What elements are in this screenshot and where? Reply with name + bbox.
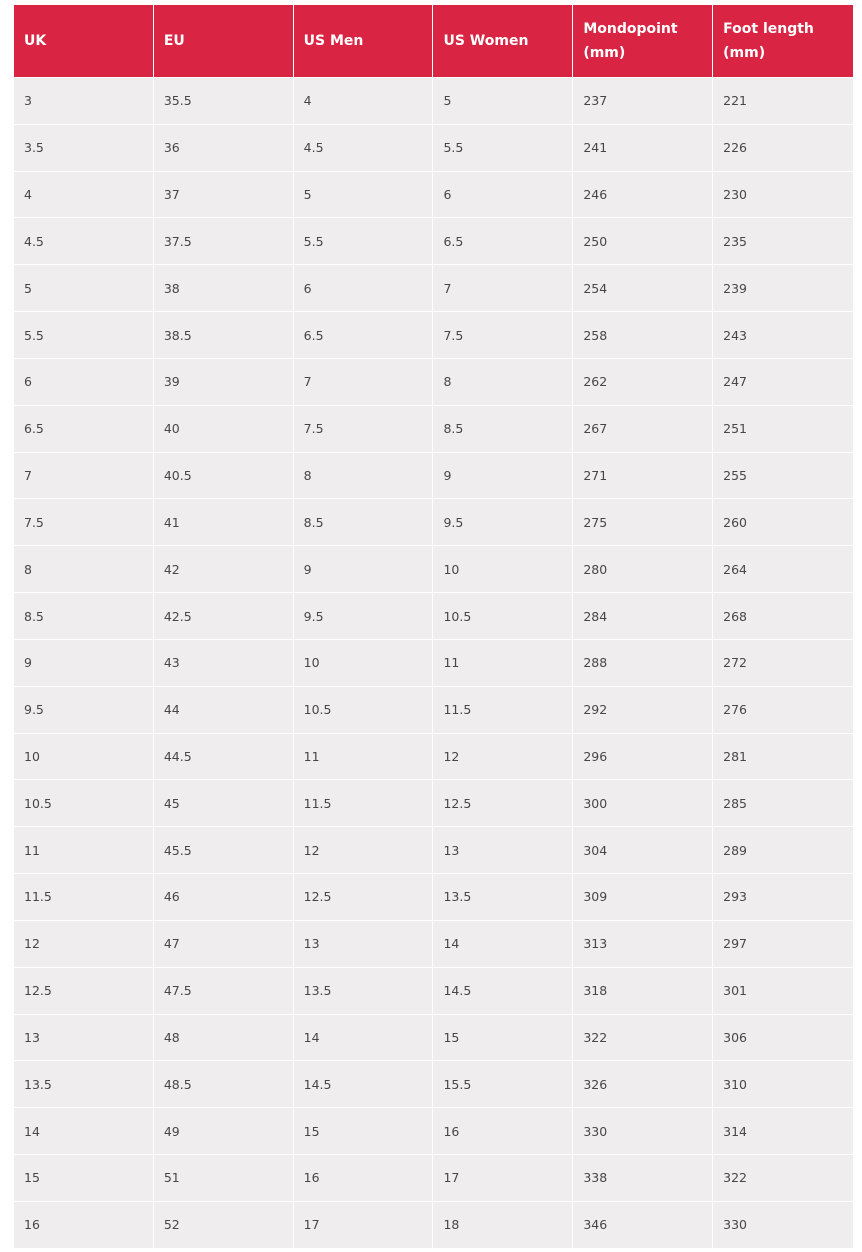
cell-us-men: 5	[294, 171, 434, 218]
cell-uk: 9.5	[14, 686, 154, 733]
cell-uk: 5	[14, 264, 154, 311]
cell-eu: 41	[154, 498, 294, 545]
cell-eu: 51	[154, 1154, 294, 1201]
cell-us-men: 5.5	[294, 217, 434, 264]
cell-mondopoint: 313	[573, 920, 713, 967]
cell-us-men: 9	[294, 545, 434, 592]
cell-us-men: 7	[294, 358, 434, 405]
cell-eu: 48	[154, 1014, 294, 1061]
cell-eu: 36	[154, 124, 294, 171]
cell-us-women: 7	[433, 264, 573, 311]
cell-eu: 46	[154, 873, 294, 920]
cell-uk: 3.5	[14, 124, 154, 171]
cell-us-men: 4	[294, 77, 434, 124]
cell-foot-length: 235	[713, 217, 853, 264]
cell-eu: 48.5	[154, 1060, 294, 1107]
cell-uk: 12	[14, 920, 154, 967]
cell-mondopoint: 254	[573, 264, 713, 311]
cell-us-women: 11.5	[433, 686, 573, 733]
cell-mondopoint: 346	[573, 1201, 713, 1248]
cell-foot-length: 293	[713, 873, 853, 920]
cell-us-women: 8.5	[433, 405, 573, 452]
cell-us-women: 6	[433, 171, 573, 218]
cell-mondopoint: 288	[573, 639, 713, 686]
cell-us-men: 11.5	[294, 779, 434, 826]
cell-eu: 49	[154, 1107, 294, 1154]
table-row	[14, 452, 853, 499]
cell-foot-length: 268	[713, 592, 853, 639]
cell-eu: 47	[154, 920, 294, 967]
cell-eu: 35.5	[154, 77, 294, 124]
cell-eu: 38.5	[154, 311, 294, 358]
cell-uk: 6.5	[14, 405, 154, 452]
header-foot-length: Foot length (mm)	[713, 5, 853, 77]
cell-eu: 47.5	[154, 967, 294, 1014]
cell-eu: 45	[154, 779, 294, 826]
table-row	[14, 826, 853, 873]
cell-foot-length: 281	[713, 733, 853, 780]
cell-mondopoint: 258	[573, 311, 713, 358]
table-row	[14, 545, 853, 592]
cell-foot-length: 239	[713, 264, 853, 311]
cell-us-women: 5.5	[433, 124, 573, 171]
cell-us-men: 16	[294, 1154, 434, 1201]
cell-us-women: 8	[433, 358, 573, 405]
cell-foot-length: 221	[713, 77, 853, 124]
cell-eu: 45.5	[154, 826, 294, 873]
table-row	[14, 77, 853, 124]
cell-uk: 11	[14, 826, 154, 873]
table-row	[14, 686, 853, 733]
cell-eu: 44.5	[154, 733, 294, 780]
cell-uk: 11.5	[14, 873, 154, 920]
cell-mondopoint: 330	[573, 1107, 713, 1154]
cell-foot-length: 264	[713, 545, 853, 592]
table-row	[14, 1201, 853, 1248]
header-uk: UK	[14, 5, 154, 77]
cell-foot-length: 255	[713, 452, 853, 499]
table-row	[14, 1107, 853, 1154]
cell-foot-length: 314	[713, 1107, 853, 1154]
cell-us-men: 8	[294, 452, 434, 499]
cell-us-women: 12.5	[433, 779, 573, 826]
cell-us-women: 6.5	[433, 217, 573, 264]
cell-us-men: 10	[294, 639, 434, 686]
cell-foot-length: 247	[713, 358, 853, 405]
cell-us-women: 16	[433, 1107, 573, 1154]
cell-us-women: 9.5	[433, 498, 573, 545]
cell-uk: 16	[14, 1201, 154, 1248]
cell-us-women: 18	[433, 1201, 573, 1248]
cell-mondopoint: 237	[573, 77, 713, 124]
table-row	[14, 967, 853, 1014]
cell-mondopoint: 284	[573, 592, 713, 639]
cell-foot-length: 330	[713, 1201, 853, 1248]
cell-us-men: 13.5	[294, 967, 434, 1014]
size-chart-container	[14, 5, 853, 1248]
cell-us-men: 9.5	[294, 592, 434, 639]
cell-us-men: 17	[294, 1201, 434, 1248]
cell-mondopoint: 271	[573, 452, 713, 499]
cell-us-women: 14	[433, 920, 573, 967]
cell-uk: 3	[14, 77, 154, 124]
cell-foot-length: 272	[713, 639, 853, 686]
cell-us-women: 12	[433, 733, 573, 780]
cell-us-men: 12.5	[294, 873, 434, 920]
cell-uk: 9	[14, 639, 154, 686]
table-row	[14, 311, 853, 358]
cell-eu: 37	[154, 171, 294, 218]
cell-mondopoint: 309	[573, 873, 713, 920]
cell-us-women: 10	[433, 545, 573, 592]
cell-foot-length: 285	[713, 779, 853, 826]
cell-mondopoint: 296	[573, 733, 713, 780]
cell-foot-length: 301	[713, 967, 853, 1014]
cell-foot-length: 297	[713, 920, 853, 967]
cell-us-women: 7.5	[433, 311, 573, 358]
cell-uk: 7	[14, 452, 154, 499]
cell-mondopoint: 292	[573, 686, 713, 733]
table-header-row	[14, 5, 853, 77]
cell-uk: 13.5	[14, 1060, 154, 1107]
table-row	[14, 171, 853, 218]
cell-uk: 8	[14, 545, 154, 592]
cell-mondopoint: 326	[573, 1060, 713, 1107]
cell-us-men: 15	[294, 1107, 434, 1154]
cell-uk: 4	[14, 171, 154, 218]
cell-us-men: 14.5	[294, 1060, 434, 1107]
header-eu: EU	[154, 5, 294, 77]
cell-mondopoint: 300	[573, 779, 713, 826]
table-row	[14, 592, 853, 639]
cell-us-men: 6.5	[294, 311, 434, 358]
cell-us-men: 11	[294, 733, 434, 780]
table-row	[14, 124, 853, 171]
cell-us-men: 14	[294, 1014, 434, 1061]
table-row	[14, 1154, 853, 1201]
cell-us-men: 8.5	[294, 498, 434, 545]
cell-uk: 5.5	[14, 311, 154, 358]
cell-mondopoint: 246	[573, 171, 713, 218]
cell-foot-length: 289	[713, 826, 853, 873]
cell-eu: 42.5	[154, 592, 294, 639]
cell-us-women: 10.5	[433, 592, 573, 639]
cell-us-women: 5	[433, 77, 573, 124]
cell-us-men: 10.5	[294, 686, 434, 733]
cell-uk: 15	[14, 1154, 154, 1201]
cell-foot-length: 322	[713, 1154, 853, 1201]
table-row	[14, 1014, 853, 1061]
cell-eu: 40	[154, 405, 294, 452]
cell-eu: 42	[154, 545, 294, 592]
cell-mondopoint: 318	[573, 967, 713, 1014]
cell-us-women: 15	[433, 1014, 573, 1061]
table-row	[14, 779, 853, 826]
cell-mondopoint: 338	[573, 1154, 713, 1201]
cell-eu: 44	[154, 686, 294, 733]
cell-us-women: 17	[433, 1154, 573, 1201]
cell-us-women: 13	[433, 826, 573, 873]
cell-uk: 4.5	[14, 217, 154, 264]
cell-mondopoint: 241	[573, 124, 713, 171]
header-us-women: US Women	[433, 5, 573, 77]
cell-foot-length: 243	[713, 311, 853, 358]
shoe-size-table	[14, 5, 853, 1248]
cell-mondopoint: 250	[573, 217, 713, 264]
cell-mondopoint: 267	[573, 405, 713, 452]
cell-eu: 39	[154, 358, 294, 405]
cell-foot-length: 306	[713, 1014, 853, 1061]
cell-uk: 8.5	[14, 592, 154, 639]
cell-us-men: 12	[294, 826, 434, 873]
cell-mondopoint: 322	[573, 1014, 713, 1061]
cell-us-women: 14.5	[433, 967, 573, 1014]
cell-eu: 37.5	[154, 217, 294, 264]
cell-us-women: 15.5	[433, 1060, 573, 1107]
cell-us-men: 4.5	[294, 124, 434, 171]
cell-foot-length: 251	[713, 405, 853, 452]
cell-us-men: 7.5	[294, 405, 434, 452]
table-row	[14, 733, 853, 780]
table-row	[14, 498, 853, 545]
cell-uk: 10	[14, 733, 154, 780]
cell-foot-length: 310	[713, 1060, 853, 1107]
cell-foot-length: 226	[713, 124, 853, 171]
cell-us-men: 6	[294, 264, 434, 311]
cell-uk: 13	[14, 1014, 154, 1061]
cell-us-women: 13.5	[433, 873, 573, 920]
cell-us-men: 13	[294, 920, 434, 967]
cell-uk: 6	[14, 358, 154, 405]
cell-mondopoint: 280	[573, 545, 713, 592]
cell-eu: 40.5	[154, 452, 294, 499]
table-row	[14, 873, 853, 920]
table-row	[14, 264, 853, 311]
header-mondopoint: Mondopoint (mm)	[573, 5, 713, 77]
cell-mondopoint: 275	[573, 498, 713, 545]
cell-uk: 10.5	[14, 779, 154, 826]
cell-uk: 7.5	[14, 498, 154, 545]
cell-uk: 14	[14, 1107, 154, 1154]
cell-eu: 43	[154, 639, 294, 686]
table-row	[14, 639, 853, 686]
cell-mondopoint: 304	[573, 826, 713, 873]
cell-eu: 52	[154, 1201, 294, 1248]
table-row	[14, 217, 853, 264]
cell-foot-length: 276	[713, 686, 853, 733]
cell-us-women: 11	[433, 639, 573, 686]
cell-eu: 38	[154, 264, 294, 311]
table-row	[14, 405, 853, 452]
header-us-men: US Men	[294, 5, 434, 77]
cell-us-women: 9	[433, 452, 573, 499]
cell-mondopoint: 262	[573, 358, 713, 405]
cell-uk: 12.5	[14, 967, 154, 1014]
table-row	[14, 1060, 853, 1107]
table-row	[14, 358, 853, 405]
table-row	[14, 920, 853, 967]
cell-foot-length: 230	[713, 171, 853, 218]
table-body	[14, 77, 853, 1248]
cell-foot-length: 260	[713, 498, 853, 545]
